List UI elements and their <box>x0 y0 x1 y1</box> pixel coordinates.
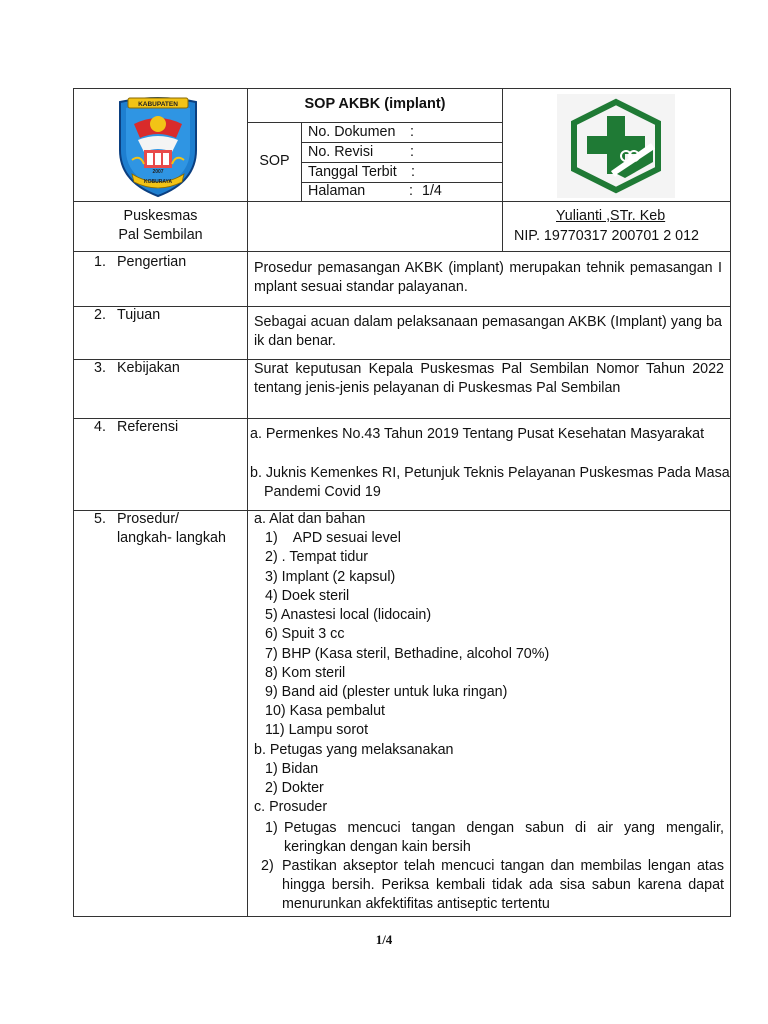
doc-info-sep: : <box>409 183 413 199</box>
page-number: 1/4 <box>375 932 393 947</box>
signer-name: Yulianti ,STr. Keb <box>556 208 666 224</box>
procedure-list-item: 10) Kasa pembalut <box>265 703 386 719</box>
procedure-step-text: Pastikan akseptor telah mencuci tangan dan membilas lengan atas hingga bersih. Periksa kembali tidak ada sisa sabun karena dapat menurunkan akfektifitas antiseptic tertentu <box>282 858 724 913</box>
procedure-step-text: Petugas mencuci tangan dengan sabun di air yang mengalir, keringkan dengan kain bersih <box>284 820 724 856</box>
section-number: 4. <box>94 419 106 435</box>
section-number: 2. <box>94 307 106 323</box>
section-label-referensi: Referensi <box>117 419 179 435</box>
procedure-subtitle: c. Prosuder <box>254 799 328 815</box>
document-title: SOP AKBK (implant) <box>304 96 446 112</box>
procedure-step-number: 1) <box>265 820 278 836</box>
procedure-subtitle: b. Petugas yang melaksanakan <box>254 742 454 758</box>
doc-info-label: Halaman <box>308 183 366 199</box>
procedure-list-item: 8) Kom steril <box>265 665 346 681</box>
procedure-list-item: 1) Bidan <box>265 761 319 777</box>
procedure-subtitle: a. Alat dan bahan <box>254 511 366 527</box>
section-number: 5. <box>94 511 106 527</box>
kabupaten-emblem-icon <box>114 94 202 198</box>
procedure-list-item: 11) Lampu sorot <box>265 722 369 738</box>
puskesmas-logo-icon <box>557 94 675 198</box>
doc-info-value: 1/4 <box>422 183 442 199</box>
procedure-list-item: 3) Implant (2 kapsul) <box>265 569 396 585</box>
sop-label: SOP <box>259 153 290 169</box>
reference-item: b. Juknis Kemenkes RI, Petunjuk Teknis Pelayanan Puskesmas Pada Masa Pandemi Covid 19 <box>250 465 730 501</box>
doc-info-sep: : <box>410 144 414 160</box>
org-name-line1: Puskesmas <box>123 208 198 224</box>
procedure-list-item: 5) Anastesi local (lidocain) <box>265 607 432 623</box>
doc-info-sep: : <box>411 164 415 180</box>
svg-text:KABUPATEN: KABUPATEN <box>138 101 178 108</box>
procedure-list-item: 7) BHP (Kasa steril, Bethadine, alcohol 70%) <box>265 646 550 662</box>
section-label-prosedur-line2: langkah- langkah <box>117 530 226 546</box>
svg-text:2007: 2007 <box>152 169 164 175</box>
org-name-line2: Pal Sembilan <box>118 227 203 243</box>
doc-info-sep: : <box>410 124 414 140</box>
section-text-kebijakan: Surat keputusan Kepala Puskesmas Pal Sembilan Nomor Tahun 2022 tentang jenis-jenis pelayanan di Puskesmas Pal Sembilan <box>254 361 724 397</box>
section-label-kebijakan: Kebijakan <box>117 360 180 376</box>
svg-text:KOBURAYA: KOBURAYA <box>144 179 172 185</box>
section-label-prosedur: Prosedur/ <box>117 511 179 527</box>
procedure-list-item: 6) Spuit 3 cc <box>265 626 345 642</box>
reference-item: a. Permenkes No.43 Tahun 2019 Tentang Pusat Kesehatan Masyarakat <box>250 426 705 442</box>
section-label-tujuan: Tujuan <box>117 307 161 323</box>
procedure-list-item: 1) APD sesuai level <box>265 530 401 546</box>
procedure-list-item: 9) Band aid (plester untuk luka ringan) <box>265 684 508 700</box>
doc-info-label: No. Revisi <box>308 144 374 160</box>
procedure-step-number: 2) <box>261 858 274 874</box>
procedure-list-item: 2) Dokter <box>265 780 324 796</box>
section-number: 3. <box>94 360 106 376</box>
signer-nip: NIP. 19770317 200701 2 012 <box>514 228 699 244</box>
section-text-tujuan: Sebagai acuan dalam pelaksanaan pemasangan AKBK (Implant) yang baik dan benar. <box>254 314 722 350</box>
section-number: 1. <box>94 254 106 270</box>
section-label-pengertian: Pengertian <box>117 254 187 270</box>
procedure-list-item: 2) . Tempat tidur <box>265 549 369 565</box>
procedure-list-item: 4) Doek steril <box>265 588 350 604</box>
doc-info-label: Tanggal Terbit <box>308 164 397 180</box>
doc-info-label: No. Dokumen <box>308 124 396 140</box>
section-text-pengertian: Prosedur pemasangan AKBK (implant) merupakan tehnik pemasangan Implant sesuai standar palayanan. <box>254 260 722 296</box>
